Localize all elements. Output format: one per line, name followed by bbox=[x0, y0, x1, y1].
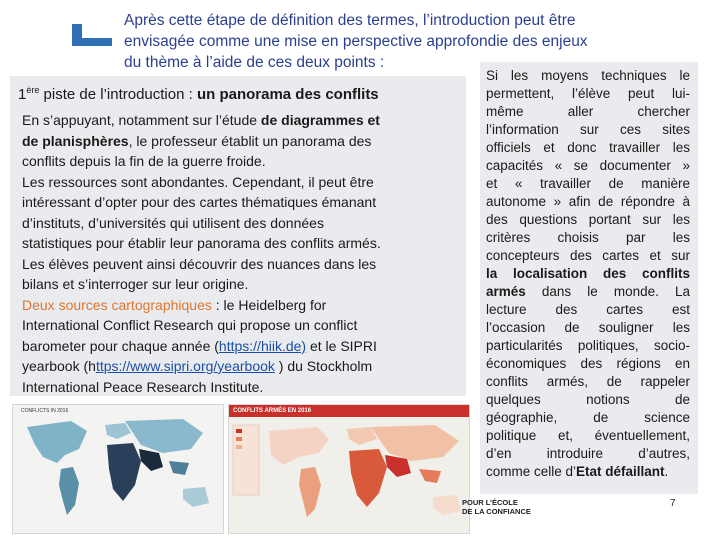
right-line: critères choisis par les bbox=[486, 230, 690, 245]
logo-line-2: DE LA CONFIANCE bbox=[462, 507, 531, 516]
left-line: statistiques pour établir leur panorama des conflits armés. bbox=[22, 235, 381, 251]
heading-superscript: ère bbox=[26, 85, 40, 95]
right-line: quelques notions de bbox=[486, 392, 690, 407]
right-line: comme celle d’Etat défaillant. bbox=[486, 464, 669, 479]
heading-number: 1 bbox=[18, 86, 27, 103]
right-line: et « travailler de manière bbox=[486, 176, 690, 191]
right-line: armés dans le monde. La bbox=[486, 284, 690, 299]
right-line: des questions portant sur les bbox=[486, 212, 690, 227]
right-line: géographie, de science bbox=[486, 410, 690, 425]
right-line: conflits armés, de rappeler bbox=[486, 374, 690, 389]
left-line: d’instituts, d’universités qui utilisent des données bbox=[22, 214, 324, 231]
right-line: d’en introduire d’autres, bbox=[486, 446, 690, 461]
title-line-3: du thème à l’aide de ces deux points : bbox=[124, 54, 385, 71]
footer-logo bbox=[462, 498, 531, 516]
right-line: capacités « se documenter » bbox=[486, 158, 690, 173]
right-line: Si les moyens techniques le bbox=[486, 68, 690, 83]
right-line: autonome » afin de répondre à bbox=[486, 194, 690, 209]
sources-highlight: Deux sources cartographiques bbox=[22, 296, 212, 313]
left-line: yearbook (https://www.sipri.org/yearbook ) du Stockholm bbox=[22, 358, 373, 374]
world-map-icon bbox=[229, 405, 469, 533]
right-line: politique et, éventuellement, bbox=[486, 428, 690, 443]
logo-line-1: POUR L’ÉCOLE bbox=[462, 498, 518, 507]
heading-text: piste de l’introduction : bbox=[39, 86, 197, 103]
right-body bbox=[486, 67, 690, 481]
hiik-link[interactable]: https://hiik.de) bbox=[218, 337, 307, 354]
left-line: En s’appuyant, notamment sur l’étude de diagrammes et bbox=[22, 112, 380, 128]
logo-mark-icon bbox=[72, 24, 112, 46]
left-line: Les élèves peuvent ainsi découvrir des nuances dans les bbox=[22, 255, 377, 272]
left-body bbox=[22, 110, 462, 397]
title-line-2: envisagée comme une mise en perspective approfondie des enjeux bbox=[124, 33, 588, 50]
right-line: particularités politiques, socio- bbox=[486, 338, 690, 353]
left-line: International Conflict Research qui propose un conflict bbox=[22, 317, 358, 333]
left-line: intéressant d’opter pour des cartes thématiques émanant bbox=[22, 194, 377, 210]
right-line: lecture des cartes est bbox=[486, 302, 690, 317]
right-line: même aller chercher bbox=[486, 104, 690, 119]
left-heading bbox=[18, 81, 379, 104]
conflict-map-sipri bbox=[228, 404, 470, 534]
right-line: concepteurs des cartes et sur bbox=[486, 248, 690, 263]
right-line: l’occasion de souligner les bbox=[486, 320, 690, 335]
right-line: économiques des régions en bbox=[486, 356, 690, 371]
world-map-icon bbox=[13, 405, 223, 533]
left-line: de planisphères, le professeur établit un panorama des bbox=[22, 132, 372, 149]
left-line: conflits depuis la fin de la guerre froide. bbox=[22, 153, 266, 169]
right-text-panel bbox=[480, 62, 698, 494]
left-text-panel bbox=[10, 76, 466, 396]
title-line-1: Après cette étape de définition des termes, l’introduction peut être bbox=[124, 12, 576, 29]
page-number: 7 bbox=[670, 498, 676, 509]
left-line: barometer pour chaque année (https://hiik.de) et le SIPRI bbox=[22, 337, 377, 354]
right-line: permettent, l’élève peut lui- bbox=[486, 86, 690, 101]
map2-caption: CONFLITS ARMÉS EN 2016 bbox=[233, 408, 312, 414]
sipri-link[interactable]: ttps://www.sipri.org/yearbook bbox=[95, 358, 275, 374]
left-line: Les ressources sont abondantes. Cependant, il peut être bbox=[22, 173, 374, 190]
heading-bold: un panorama des conflits bbox=[196, 86, 379, 103]
left-line: Deux sources cartographiques : le Heidelberg for bbox=[22, 296, 327, 313]
conflict-map-hiik bbox=[12, 404, 224, 534]
right-line: la localisation des conflits bbox=[486, 266, 690, 281]
map1-caption: CONFLICTS IN 2016 bbox=[21, 408, 69, 414]
left-line: bilans et s’interroger sur leur origine. bbox=[22, 276, 249, 292]
right-line: officiels et donc travailler les bbox=[486, 140, 690, 155]
right-line: l’information sur ces sites bbox=[486, 122, 690, 137]
left-line: International Peace Research Institute. bbox=[22, 378, 264, 395]
